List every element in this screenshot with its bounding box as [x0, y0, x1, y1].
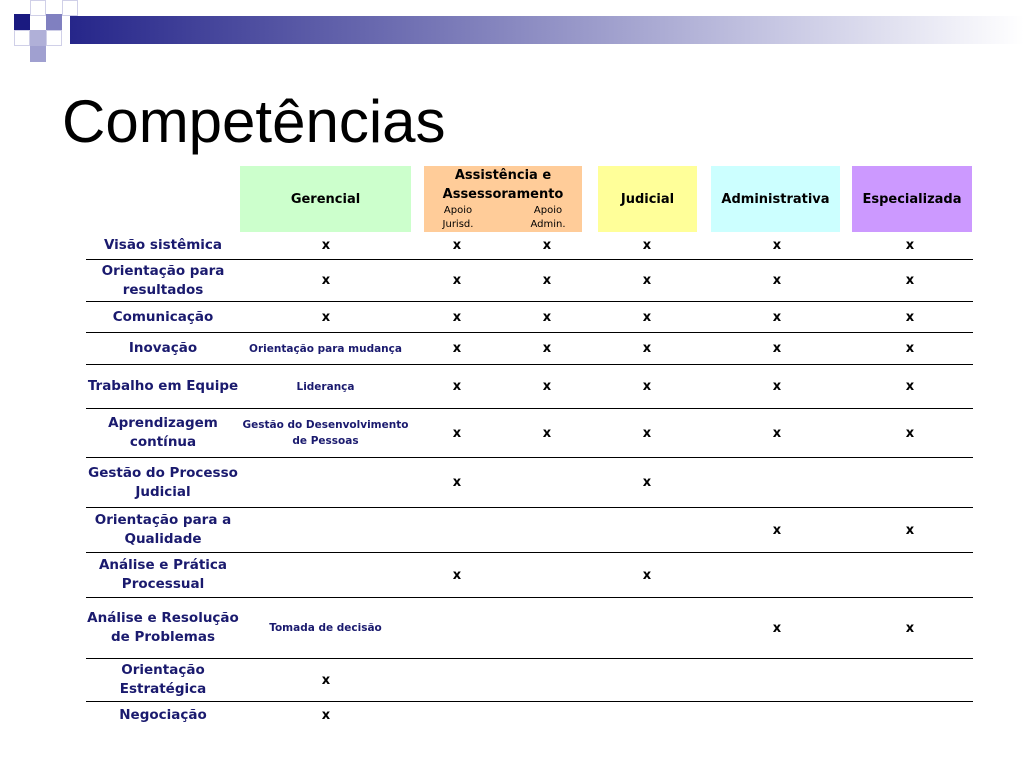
gerencial-cell: Tomada de decisão: [269, 622, 382, 634]
header-judicial: [598, 166, 697, 232]
mark-cell: [437, 508, 477, 552]
gerencial-cell: Liderança: [296, 380, 355, 393]
mark-cell: x: [772, 522, 782, 538]
gerencial-mark: [306, 409, 346, 457]
mark-cell: [527, 508, 567, 552]
table-row: [86, 508, 973, 553]
mark-cell: [527, 702, 567, 728]
table-row: [86, 458, 973, 508]
deco-square: [46, 14, 62, 30]
row-label: Orientação para a Qualidade: [94, 512, 232, 547]
header-assistencia: [424, 166, 582, 232]
mark-cell: [627, 702, 667, 728]
mark-cell: [890, 553, 930, 597]
gerencial-mark: [306, 333, 346, 364]
row-label: Comunicação: [112, 308, 214, 325]
row-label: Visão sistêmica: [103, 237, 223, 253]
gerencial-mark: x: [321, 672, 331, 688]
gerencial-mark: x: [321, 273, 331, 288]
mark-cell: x: [452, 425, 462, 441]
mark-cell: x: [452, 273, 462, 288]
table-row: [86, 260, 973, 302]
row-label: Inovação: [128, 340, 198, 356]
deco-square: [14, 30, 30, 46]
header-administrativa-label: Administrativa: [721, 191, 830, 207]
row-label: Negociação: [119, 706, 207, 723]
mark-cell: x: [642, 567, 652, 583]
gerencial-mark: [306, 553, 346, 597]
row-label: Aprendizagem contínua: [108, 415, 218, 450]
table-row: [86, 409, 973, 458]
mark-cell: x: [905, 273, 915, 288]
row-label: Orientação para resultados: [101, 262, 225, 298]
mark-cell: [527, 598, 567, 658]
table-row: [86, 702, 973, 728]
gerencial-mark: [306, 598, 346, 658]
mark-cell: x: [772, 379, 782, 394]
mark-cell: x: [642, 238, 652, 253]
row-label: Orientação Estratégica: [119, 662, 207, 697]
mark-cell: [757, 702, 797, 728]
gerencial-mark: [306, 365, 346, 408]
row-label: Gestão do Processo Judicial: [88, 464, 238, 500]
mark-cell: x: [452, 567, 462, 583]
mark-cell: x: [542, 341, 552, 356]
gerencial-mark: [306, 508, 346, 552]
mark-cell: x: [772, 620, 782, 636]
page-title: Competências: [62, 88, 446, 155]
row-label: Análise e Resolução de Problemas: [87, 610, 239, 645]
mark-cell: x: [905, 238, 915, 253]
header-gerencial-label: Gerencial: [290, 191, 361, 207]
mark-cell: [890, 659, 930, 701]
gerencial-mark: x: [321, 309, 331, 325]
table-row: [86, 232, 973, 260]
mark-cell: [757, 458, 797, 507]
mark-cell: x: [772, 238, 782, 253]
mark-cell: x: [542, 309, 552, 325]
gerencial-cell: Orientação para mudança: [249, 342, 402, 355]
mark-cell: x: [542, 425, 552, 441]
mark-cell: [757, 659, 797, 701]
table-row: [86, 333, 973, 365]
mark-cell: x: [772, 425, 782, 441]
deco-square: [30, 30, 46, 46]
mark-cell: x: [905, 379, 915, 394]
deco-square: [62, 0, 78, 16]
top-gradient-bar: [70, 16, 1024, 44]
mark-cell: x: [905, 620, 915, 636]
mark-cell: [627, 508, 667, 552]
mark-cell: [890, 702, 930, 728]
mark-cell: x: [905, 341, 915, 356]
header-assistencia-sub: [428, 204, 578, 232]
header-administrativa: [711, 166, 840, 232]
mark-cell: [527, 659, 567, 701]
mark-cell: [757, 553, 797, 597]
mark-cell: x: [452, 309, 462, 325]
row-label: Análise e Prática Processual: [98, 557, 228, 592]
mark-cell: x: [772, 309, 782, 325]
table-row: [86, 302, 973, 333]
mark-cell: [527, 458, 567, 507]
header-judicial-label: Judicial: [620, 191, 675, 207]
mark-cell: x: [452, 379, 462, 394]
table-row: [86, 598, 973, 659]
table-row: [86, 553, 973, 598]
header-gerencial: [240, 166, 411, 232]
gerencial-mark: x: [321, 238, 331, 253]
mark-cell: [437, 659, 477, 701]
mark-cell: x: [452, 341, 462, 356]
mark-cell: x: [642, 309, 652, 325]
mark-cell: [627, 598, 667, 658]
mark-cell: x: [905, 309, 915, 325]
header-especializada: [852, 166, 972, 232]
header-apoio-admin: Apoio Admin.: [530, 205, 566, 230]
gerencial-cell: Gestão do Desenvolvimento de Pessoas: [242, 419, 409, 447]
mark-cell: x: [772, 273, 782, 288]
mark-cell: [527, 553, 567, 597]
gerencial-mark: x: [321, 707, 331, 723]
mark-cell: x: [905, 425, 915, 441]
gerencial-mark: [306, 458, 346, 507]
mark-cell: x: [772, 341, 782, 356]
table-row: [86, 659, 973, 702]
mark-cell: x: [905, 522, 915, 538]
deco-square: [46, 30, 62, 46]
mark-cell: x: [452, 238, 462, 253]
table-row: [86, 365, 973, 409]
mark-cell: [890, 458, 930, 507]
header-assistencia-label: Assistência e Assessoramento: [442, 168, 564, 202]
header-especializada-label: Especializada: [862, 191, 962, 207]
deco-square: [30, 0, 46, 16]
header-apoio-jurisd: Apoio Jurisd.: [442, 205, 474, 230]
mark-cell: [627, 659, 667, 701]
mark-cell: [437, 702, 477, 728]
mark-cell: x: [642, 475, 652, 490]
mark-cell: x: [542, 379, 552, 394]
deco-square: [14, 14, 30, 30]
mark-cell: [437, 598, 477, 658]
mark-cell: x: [642, 425, 652, 441]
mark-cell: x: [542, 273, 552, 288]
mark-cell: x: [642, 273, 652, 288]
mark-cell: x: [642, 341, 652, 356]
mark-cell: x: [542, 238, 552, 253]
mark-cell: x: [642, 379, 652, 394]
row-label: Trabalho em Equipe: [87, 378, 239, 394]
mark-cell: x: [452, 475, 462, 490]
deco-square: [30, 46, 46, 62]
